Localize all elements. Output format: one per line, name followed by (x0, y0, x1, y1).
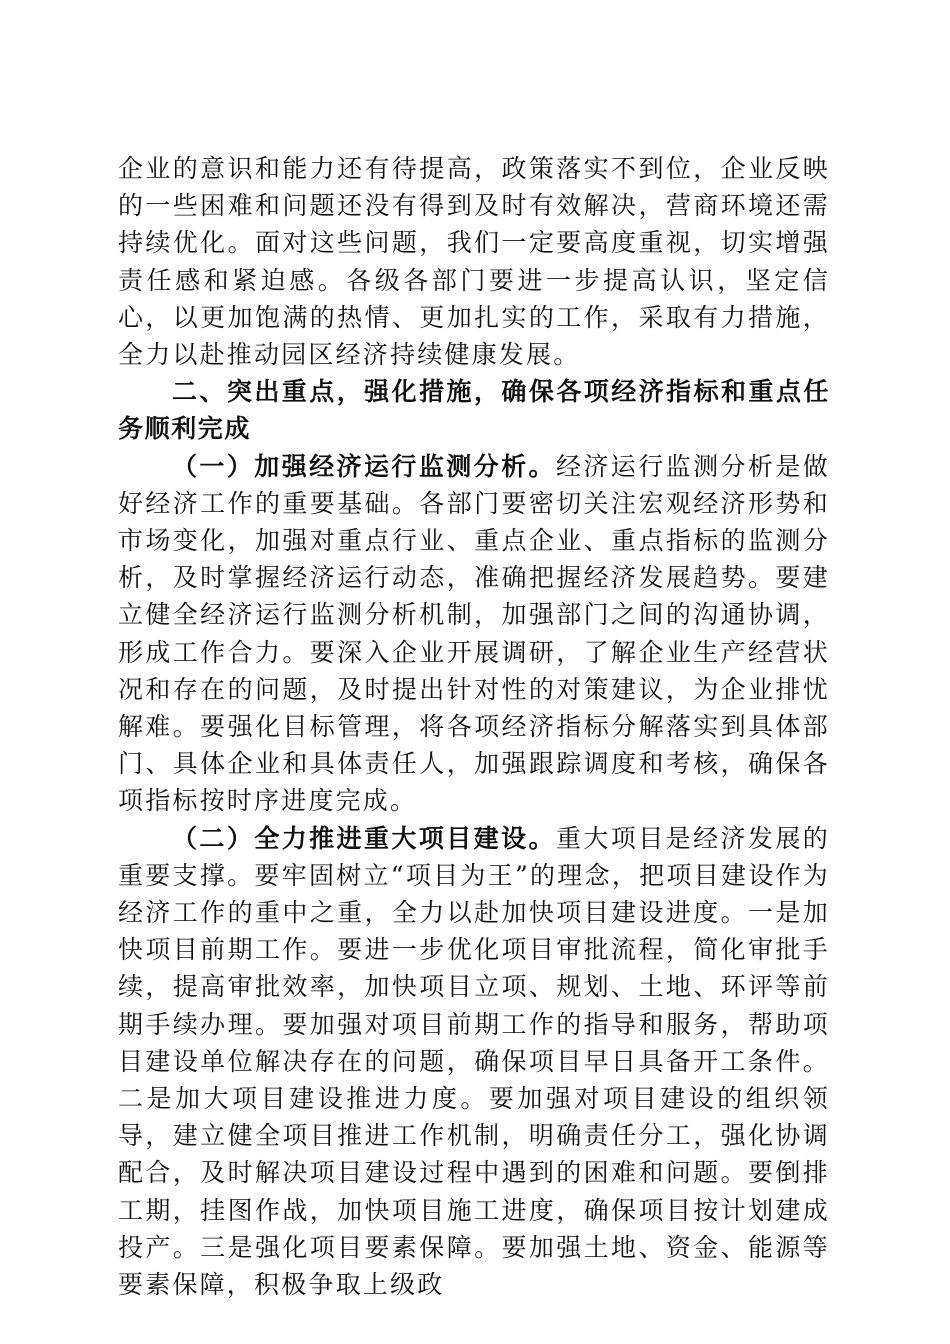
paragraph-monitoring (118, 448, 830, 820)
section-heading (118, 373, 830, 447)
paragraph-text: 经济运行监测分析是做好经济工作的重要基础。各部门要密切关注宏观经济形势和市场变化，加强对重点行业、重点企业、重点指标的监测分析，及时掌握经济运行动态，准确把握经济发展趋势。要建立健全经济运行监测分析机制，加强部门之间的沟通协调，形成工作合力。要深入企业开展调研，了解企业生产经营状况和存在的问题，及时提出针对性的对策建议，为企业排忧解难。要强化目标管理，将各项经济指标分解落实到具体部门、具体企业和具体责任人，加强跟踪调度和考核，确保各项指标按时序进度完成。 (118, 451, 830, 816)
paragraph-lead: （一）加强经济运行监测分析。 (172, 451, 556, 481)
paragraph-continuation (118, 150, 830, 373)
paragraph-projects (118, 820, 830, 1304)
document-body (118, 150, 830, 1303)
heading-text: 二、突出重点，强化措施，确保各项经济指标和重点任务顺利完成 (118, 377, 830, 444)
paragraph-lead: （二）全力推进重大项目建设。 (172, 823, 556, 853)
paragraph-text: 重大项目是经济发展的重要支撑。要牢固树立“项目为王”的理念，把项目建设作为经济工作的重中之重，全力以赴加快项目建设进度。一是加快项目前期工作。要进一步优化项目审批流程，简化审批手续，提高审批效率，加快项目立项、规划、土地、环评等前期手续办理。要加强对项目前期工作的指导和服务，帮助项目建设单位解决存在的问题，确保项目早日具备开工条件。二是加大项目建设推进力度。要加强对项目建设的组织领导，建立健全项目推进工作机制，明确责任分工，强化协调配合，及时解决项目建设过程中遇到的困难和问题。要倒排工期，挂图作战，加快项目施工进度，确保项目按计划建成投产。三是强化项目要素保障。要加强土地、资金、能源等要素保障，积极争取上级政 (118, 823, 830, 1300)
paragraph-text: 企业的意识和能力还有待提高，政策落实不到位，企业反映的一些困难和问题还没有得到及时有效解决，营商环境还需持续优化。面对这些问题，我们一定要高度重视，切实增强责任感和紧迫感。各级各部门要进一步提高认识，坚定信心，以更加饱满的热情、更加扎实的工作，采取有力措施，全力以赴推动园区经济持续健康发展。 (118, 154, 830, 370)
